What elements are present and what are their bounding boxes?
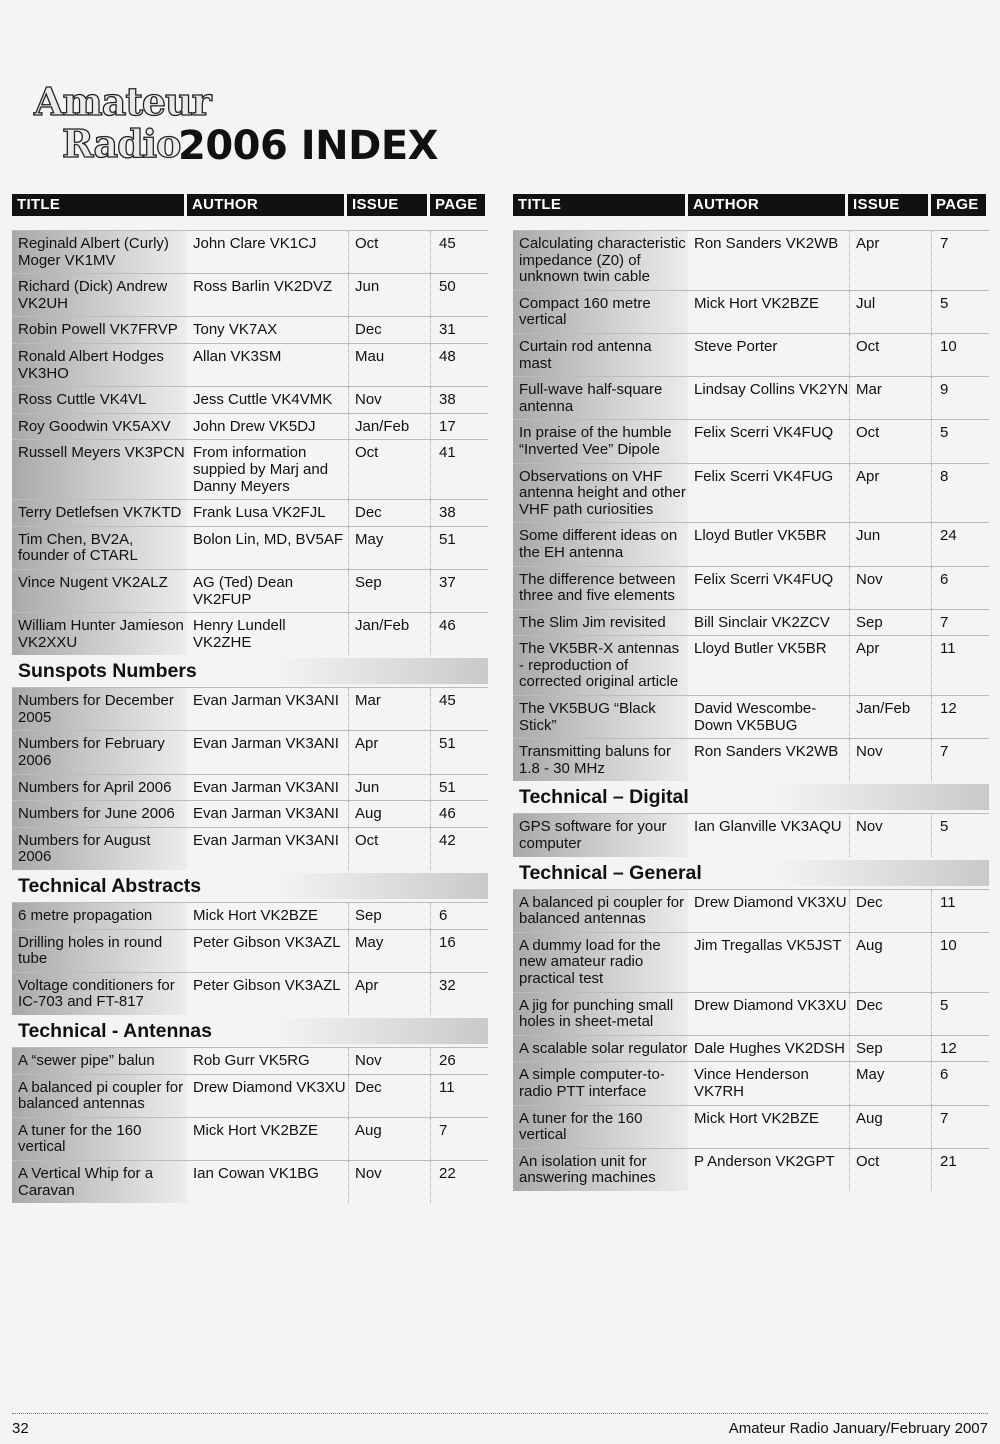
entry-issue: Aug [849, 1106, 931, 1148]
entry-title: The VK5BR-X antennas - reproduction of corrected original article [513, 636, 688, 695]
entry-page: 6 [931, 567, 989, 609]
table-row [513, 376, 989, 419]
table-row [12, 230, 488, 273]
entry-title: A balanced pi coupler for balanced antennas [12, 1075, 187, 1117]
entry-issue: Mau [348, 344, 430, 386]
table-row [12, 499, 488, 526]
entry-author: Peter Gibson VK3AZL [193, 933, 341, 951]
entry-issue: Oct [348, 828, 430, 870]
table-row [513, 566, 989, 609]
entry-author: Evan Jarman VK3ANI [193, 692, 339, 710]
entry-author: Felix Scerri VK4FUG [694, 467, 834, 485]
entry-page: 41 [430, 440, 488, 499]
entry-author: John Drew VK5DJ [193, 417, 316, 435]
table-row [513, 1148, 989, 1191]
table-row [12, 569, 488, 612]
header-page: PAGE [430, 194, 485, 216]
entry-page: 31 [430, 317, 488, 343]
entry-issue: Apr [849, 231, 931, 290]
index-entries [12, 230, 488, 1203]
entry-page: 5 [931, 420, 989, 462]
entry-author: Vince Henderson VK7RH [694, 1066, 809, 1100]
table-row [12, 1074, 488, 1117]
entry-issue: Jan/Feb [849, 696, 931, 738]
entry-author: Mick Hort VK2BZE [694, 294, 820, 312]
entry-issue: Aug [348, 801, 430, 827]
section-heading: Technical – General [513, 860, 989, 886]
table-row [513, 230, 989, 290]
entry-issue: Aug [849, 933, 931, 992]
entry-issue: Mar [348, 688, 430, 730]
entry-author: Ron Sanders VK2WB [694, 743, 839, 761]
table-row [513, 463, 989, 523]
entry-title: Numbers for August 2006 [12, 828, 187, 870]
entry-title: Drilling holes in round tube [12, 930, 187, 972]
entry-page: 7 [931, 739, 989, 781]
entry-page: 5 [931, 993, 989, 1035]
table-row [513, 738, 989, 781]
entry-page: 17 [430, 414, 488, 440]
table-row [513, 609, 989, 636]
entry-title: Curtain rod antenna mast [513, 334, 688, 376]
entry-title: A Vertical Whip for a Caravan [12, 1161, 187, 1203]
table-row [12, 902, 488, 929]
entry-issue: Nov [348, 1161, 430, 1203]
entry-title: Vince Nugent VK2ALZ [12, 570, 187, 612]
entry-title: Ronald Albert Hodges VK3HO [12, 344, 187, 386]
entry-author: Allan VK3SM [193, 347, 282, 365]
entry-issue: Apr [348, 731, 430, 773]
entry-page: 50 [430, 274, 488, 316]
header-title: TITLE [513, 194, 685, 216]
section-heading: Sunspots Numbers [12, 658, 488, 684]
entry-page: 6 [430, 903, 488, 929]
entry-issue: Nov [849, 739, 931, 781]
entry-title: Calculating characteristic impedance (Z0) of unknown twin cable [513, 231, 688, 290]
entry-page: 38 [430, 387, 488, 413]
entry-issue: Nov [348, 1048, 430, 1074]
entry-title: Numbers for June 2006 [12, 801, 187, 827]
entry-title: Tim Chen, BV2A, founder of CTARL [12, 527, 187, 569]
entry-title: 6 metre propagation [12, 903, 187, 929]
entry-page: 26 [430, 1048, 488, 1074]
entry-title: A tuner for the 160 vertical [513, 1106, 688, 1148]
table-row [513, 1105, 989, 1148]
entry-author: Peter Gibson VK3AZL [193, 976, 341, 994]
entry-author: Drew Diamond VK3XU [193, 1078, 346, 1096]
entry-author: Steve Porter [694, 337, 778, 355]
entry-title: In praise of the humble “Inverted Vee” Dipole [513, 420, 688, 462]
entry-title: Some different ideas on the EH antenna [513, 523, 688, 565]
entry-issue: May [849, 1062, 931, 1104]
entry-author: Frank Lusa VK2FJL [193, 504, 326, 522]
table-row [12, 413, 488, 440]
entry-author: Bill Sinclair VK2ZCV [694, 613, 830, 631]
entry-page: 11 [931, 636, 989, 695]
entry-issue: Sep [348, 570, 430, 612]
table-row [12, 800, 488, 827]
entry-title: Reginald Albert (Curly) Moger VK1MV [12, 231, 187, 273]
entry-title: Robin Powell VK7FRVP [12, 317, 187, 343]
section-heading: Technical – Digital [513, 784, 989, 810]
table-row [513, 333, 989, 376]
entry-author: Bolon Lin, MD, BV5AF [193, 530, 344, 548]
entry-author: Mick Hort VK2BZE [193, 1121, 319, 1139]
table-row [12, 1117, 488, 1160]
entry-title: The Slim Jim revisited [513, 610, 688, 636]
entry-page: 46 [430, 801, 488, 827]
header-issue: ISSUE [848, 194, 928, 216]
table-row [12, 612, 488, 655]
entry-page: 7 [931, 231, 989, 290]
entry-author: Lloyd Butler VK5BR [694, 527, 827, 545]
entry-title: The difference between three and five elements [513, 567, 688, 609]
entry-issue: Sep [849, 610, 931, 636]
table-row [12, 730, 488, 773]
entry-author: Felix Scerri VK4FUQ [694, 570, 834, 588]
entry-author: Ian Cowan VK1BG [193, 1164, 319, 1182]
table-row [513, 932, 989, 992]
entry-title: A simple computer-to-radio PTT interface [513, 1062, 688, 1104]
table-row [12, 316, 488, 343]
entry-author: Ron Sanders VK2WB [694, 235, 839, 252]
table-row [513, 992, 989, 1035]
section-heading: Technical Abstracts [12, 873, 488, 899]
entry-title: Voltage conditioners for IC-703 and FT-817 [12, 973, 187, 1015]
entry-page: 11 [931, 890, 989, 932]
entry-page: 37 [430, 570, 488, 612]
entry-issue: Dec [348, 1075, 430, 1117]
logo-line-2: Radio [62, 121, 181, 166]
entry-title: An isolation unit for answering machines [513, 1149, 688, 1191]
entry-author: Jess Cuttle VK4VMK [193, 391, 333, 409]
entry-title: William Hunter Jamieson VK2XXU [12, 613, 187, 655]
entry-page: 12 [931, 696, 989, 738]
entry-issue: Dec [849, 890, 931, 932]
table-row [12, 343, 488, 386]
entry-issue: Dec [348, 500, 430, 526]
entry-page: 48 [430, 344, 488, 386]
entry-author: Evan Jarman VK3ANI [193, 735, 339, 753]
entry-issue: Dec [849, 993, 931, 1035]
entry-page: 45 [430, 231, 488, 273]
table-row [513, 419, 989, 462]
entry-title: Ross Cuttle VK4VL [12, 387, 187, 413]
entry-issue: Aug [348, 1118, 430, 1160]
entry-page: 9 [931, 377, 989, 419]
page-footer [12, 1413, 988, 1444]
entry-page: 7 [931, 1106, 989, 1148]
entry-author: Mick Hort VK2BZE [193, 907, 319, 925]
entry-page: 51 [430, 527, 488, 569]
entry-title: A balanced pi coupler for balanced antennas [513, 890, 688, 932]
masthead [12, 80, 472, 172]
page-title: 2006 INDEX [178, 123, 438, 169]
table-row [12, 439, 488, 499]
entry-issue: May [348, 527, 430, 569]
table-row [513, 1061, 989, 1104]
table-row [513, 290, 989, 333]
entry-page: 10 [931, 334, 989, 376]
page-number: 32 [12, 1420, 29, 1437]
right-index-column [513, 194, 989, 1191]
entry-title: A jig for punching small holes in sheet-metal [513, 993, 688, 1035]
entry-page: 16 [430, 930, 488, 972]
entry-page: 22 [430, 1161, 488, 1203]
entry-issue: Nov [849, 814, 931, 856]
entry-author: Ian Glanville VK3AQU [694, 818, 842, 836]
entry-page: 21 [931, 1149, 989, 1191]
entry-author: Jim Tregallas VK5JST [694, 936, 842, 954]
entry-title: Numbers for February 2006 [12, 731, 187, 773]
entry-title: GPS software for your computer [513, 814, 688, 856]
entry-author: P Anderson VK2GPT [694, 1152, 835, 1170]
entry-author: Evan Jarman VK3ANI [193, 805, 339, 823]
entry-author: AG (Ted) Dean VK2FUP [193, 573, 294, 608]
entry-author: Drew Diamond VK3XU [694, 996, 847, 1014]
entry-page: 11 [430, 1075, 488, 1117]
entry-page: 24 [931, 523, 989, 565]
entry-page: 46 [430, 613, 488, 655]
table-row [12, 774, 488, 801]
column-header [513, 194, 989, 216]
entry-title: A tuner for the 160 vertical [12, 1118, 187, 1160]
entry-author: Tony VK7AX [193, 321, 278, 339]
entry-issue: Oct [849, 420, 931, 462]
entry-author: David Wescombe-Down VK5BUG [694, 700, 817, 734]
entry-issue: Dec [348, 317, 430, 343]
entry-issue: Apr [348, 973, 430, 1015]
entry-title: Richard (Dick) Andrew VK2UH [12, 274, 187, 316]
section-heading: Technical - Antennas [12, 1018, 488, 1044]
entry-issue: Jul [849, 291, 931, 333]
entry-issue: Jun [849, 523, 931, 565]
table-row [12, 386, 488, 413]
entry-author: Drew Diamond VK3XU [694, 893, 847, 911]
entry-page: 5 [931, 291, 989, 333]
header-author: AUTHOR [187, 194, 344, 216]
entry-author: Rob Gurr VK5RG [193, 1052, 310, 1069]
entry-title: Numbers for December 2005 [12, 688, 187, 730]
entry-issue: Jun [348, 775, 430, 801]
entry-page: 8 [931, 464, 989, 523]
entry-title: Compact 160 metre vertical [513, 291, 688, 333]
entry-title: A “sewer pipe” balun [12, 1048, 187, 1074]
header-title: TITLE [12, 194, 184, 216]
table-row [513, 1035, 989, 1062]
entry-page: 7 [931, 610, 989, 636]
entry-issue: Jun [348, 274, 430, 316]
header-page: PAGE [931, 194, 986, 216]
entry-issue: Nov [348, 387, 430, 413]
table-row [12, 1047, 488, 1074]
entry-author: Ross Barlin VK2DVZ [193, 278, 333, 296]
index-entries [513, 230, 989, 1191]
entry-author: Henry Lundell VK2ZHE [193, 617, 286, 651]
entry-author: Evan Jarman VK3ANI [193, 831, 339, 849]
entry-author: Dale Hughes VK2DSH [694, 1039, 845, 1057]
entry-title: Full-wave half-square antenna [513, 377, 688, 419]
entry-title: Observations on VHF antenna height and other VHF path curiosities [513, 464, 688, 523]
entry-issue: Oct [348, 231, 430, 273]
entry-page: 38 [430, 500, 488, 526]
entry-issue: May [348, 930, 430, 972]
table-row [513, 889, 989, 932]
entry-author: Lindsay Collins VK2YN [694, 381, 849, 399]
entry-issue: Mar [849, 377, 931, 419]
entry-title: A dummy load for the new amateur radio practical test [513, 933, 688, 992]
header-issue: ISSUE [347, 194, 427, 216]
entry-title: Russell Meyers VK3PCN [12, 440, 187, 499]
entry-issue: Oct [849, 334, 931, 376]
entry-issue: Jan/Feb [348, 414, 430, 440]
table-row [12, 929, 488, 972]
left-index-column [12, 194, 488, 1203]
entry-author: Felix Scerri VK4FUQ [694, 424, 834, 442]
table-row [12, 687, 488, 730]
entry-page: 42 [430, 828, 488, 870]
table-row [12, 827, 488, 870]
entry-page: 10 [931, 933, 989, 992]
entry-page: 12 [931, 1036, 989, 1062]
table-row [12, 273, 488, 316]
logo-line-1: Amateur [34, 79, 211, 124]
entry-author: Evan Jarman VK3ANI [193, 778, 339, 796]
entry-issue: Apr [849, 636, 931, 695]
entry-title: Numbers for April 2006 [12, 775, 187, 801]
entry-author: Lloyd Butler VK5BR [694, 640, 827, 658]
column-header [12, 194, 488, 216]
entry-title: The VK5BUG “Black Stick” [513, 696, 688, 738]
entry-issue: Oct [849, 1149, 931, 1191]
entry-issue: Sep [348, 903, 430, 929]
header-author: AUTHOR [688, 194, 845, 216]
entry-author: Mick Hort VK2BZE [694, 1109, 820, 1127]
publication-line: Amateur Radio January/February 2007 [728, 1420, 988, 1437]
entry-author: John Clare VK1CJ [193, 235, 317, 252]
entry-title: Roy Goodwin VK5AXV [12, 414, 187, 440]
entry-title: A scalable solar regulator [513, 1036, 688, 1062]
entry-page: 32 [430, 973, 488, 1015]
entry-page: 51 [430, 775, 488, 801]
table-row [513, 635, 989, 695]
entry-issue: Oct [348, 440, 430, 499]
table-row [12, 972, 488, 1015]
entry-page: 6 [931, 1062, 989, 1104]
entry-issue: Jan/Feb [348, 613, 430, 655]
entry-author: From information suppied by Marj and Danny Meyers [193, 444, 329, 495]
entry-issue: Apr [849, 464, 931, 523]
table-row [513, 522, 989, 565]
entry-page: 7 [430, 1118, 488, 1160]
table-row [513, 813, 989, 856]
entry-title: Terry Detlefsen VK7KTD [12, 500, 187, 526]
entry-issue: Nov [849, 567, 931, 609]
entry-issue: Sep [849, 1036, 931, 1062]
entry-page: 51 [430, 731, 488, 773]
table-row [12, 1160, 488, 1203]
table-row [513, 695, 989, 738]
entry-page: 45 [430, 688, 488, 730]
entry-title: Transmitting baluns for 1.8 - 30 MHz [513, 739, 688, 781]
entry-page: 5 [931, 814, 989, 856]
table-row [12, 526, 488, 569]
